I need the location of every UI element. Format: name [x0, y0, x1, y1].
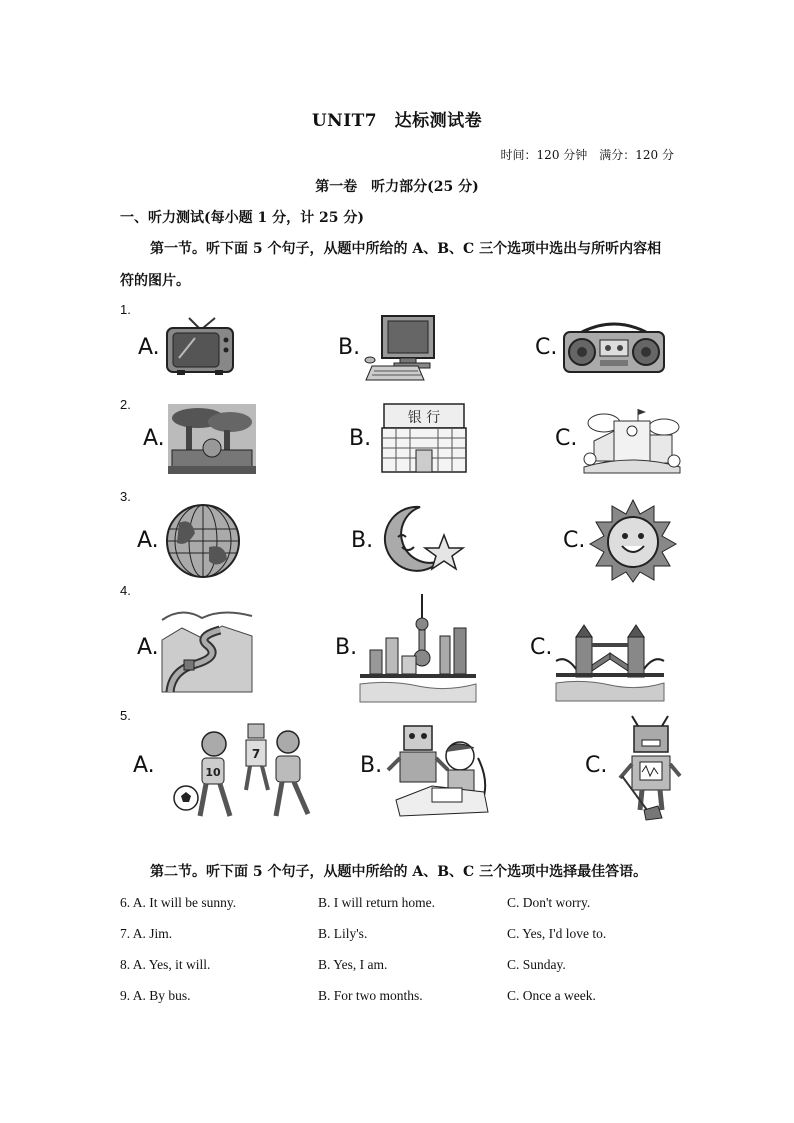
- option-label: A.: [137, 635, 159, 660]
- radio-cassette-icon: [562, 320, 666, 374]
- choice-b: B. For two months.: [318, 988, 423, 1003]
- option-label: C.: [530, 635, 553, 660]
- question-number: 5.: [120, 708, 131, 723]
- shanghai-skyline-icon: [360, 594, 476, 702]
- choice-a: 6. A. It will be sunny.: [120, 895, 237, 910]
- clean-city-icon: [584, 403, 680, 473]
- section-heading: 一、听力测试(每小题 1 分，计 25 分): [120, 210, 364, 226]
- question-number: 1.: [120, 302, 131, 317]
- jersey-number: 10: [205, 766, 221, 779]
- computer-icon: [364, 314, 444, 380]
- question-number: 2.: [120, 397, 131, 412]
- choice-b: B. Lily's.: [318, 926, 368, 941]
- option-label: C.: [563, 528, 586, 553]
- part2-instruction: 第二节。听下面 5 个句子，从题中所给的 A、B、C 三个选项中选择最佳答语。: [150, 864, 648, 880]
- robots-football-icon: [172, 720, 314, 820]
- choice-b: B. Yes, I am.: [318, 957, 388, 972]
- choice-c: C. Sunday.: [507, 957, 566, 972]
- option-label: C.: [585, 753, 608, 778]
- globe-icon: [165, 503, 241, 579]
- part1-instruction-line2: 符的图片。: [120, 273, 190, 289]
- choice-c: C. Yes, I'd love to.: [507, 926, 607, 941]
- volume-heading: 第一卷 听力部分(25 分): [315, 179, 479, 195]
- choice-a: 8. A. Yes, it will.: [120, 957, 211, 972]
- part1-instruction-line1: 第一节。听下面 5 个句子，从题中所给的 A、B、C 三个选项中选出与所听内容相: [150, 241, 662, 257]
- option-label: A.: [138, 335, 160, 360]
- option-label: B.: [360, 753, 383, 778]
- exam-meta: 时间：120 分钟 满分：120 分: [500, 148, 674, 162]
- robot-sweeping-icon: [604, 714, 690, 820]
- question-number: 3.: [120, 489, 131, 504]
- television-icon: [165, 318, 237, 376]
- page-title: UNIT7 达标测试卷: [311, 111, 483, 131]
- choice-a: 9. A. By bus.: [120, 988, 191, 1003]
- moon-star-icon: [380, 505, 466, 575]
- option-label: B.: [351, 528, 374, 553]
- choice-a: 7. A. Jim.: [120, 926, 173, 941]
- choice-c: C. Don't worry.: [507, 895, 591, 910]
- option-label: A.: [133, 753, 155, 778]
- choice-b: B. I will return home.: [318, 895, 435, 910]
- bank-sign: 银 行: [407, 410, 441, 426]
- polluted-factory-icon: [168, 404, 256, 474]
- robot-helping-boy-icon: [392, 722, 492, 816]
- great-wall-icon: [162, 600, 252, 692]
- option-label: A.: [137, 528, 159, 553]
- tower-bridge-icon: [556, 625, 664, 701]
- jersey-number: 7: [251, 747, 261, 761]
- option-label: B.: [349, 426, 372, 451]
- option-label: C.: [555, 426, 578, 451]
- option-label: A.: [143, 426, 165, 451]
- sun-icon: [590, 500, 676, 582]
- choice-c: C. Once a week.: [507, 988, 596, 1003]
- bank-building-icon: [380, 404, 468, 472]
- option-label: C.: [535, 335, 558, 360]
- option-label: B.: [338, 335, 361, 360]
- question-number: 4.: [120, 583, 131, 598]
- option-label: B.: [335, 635, 358, 660]
